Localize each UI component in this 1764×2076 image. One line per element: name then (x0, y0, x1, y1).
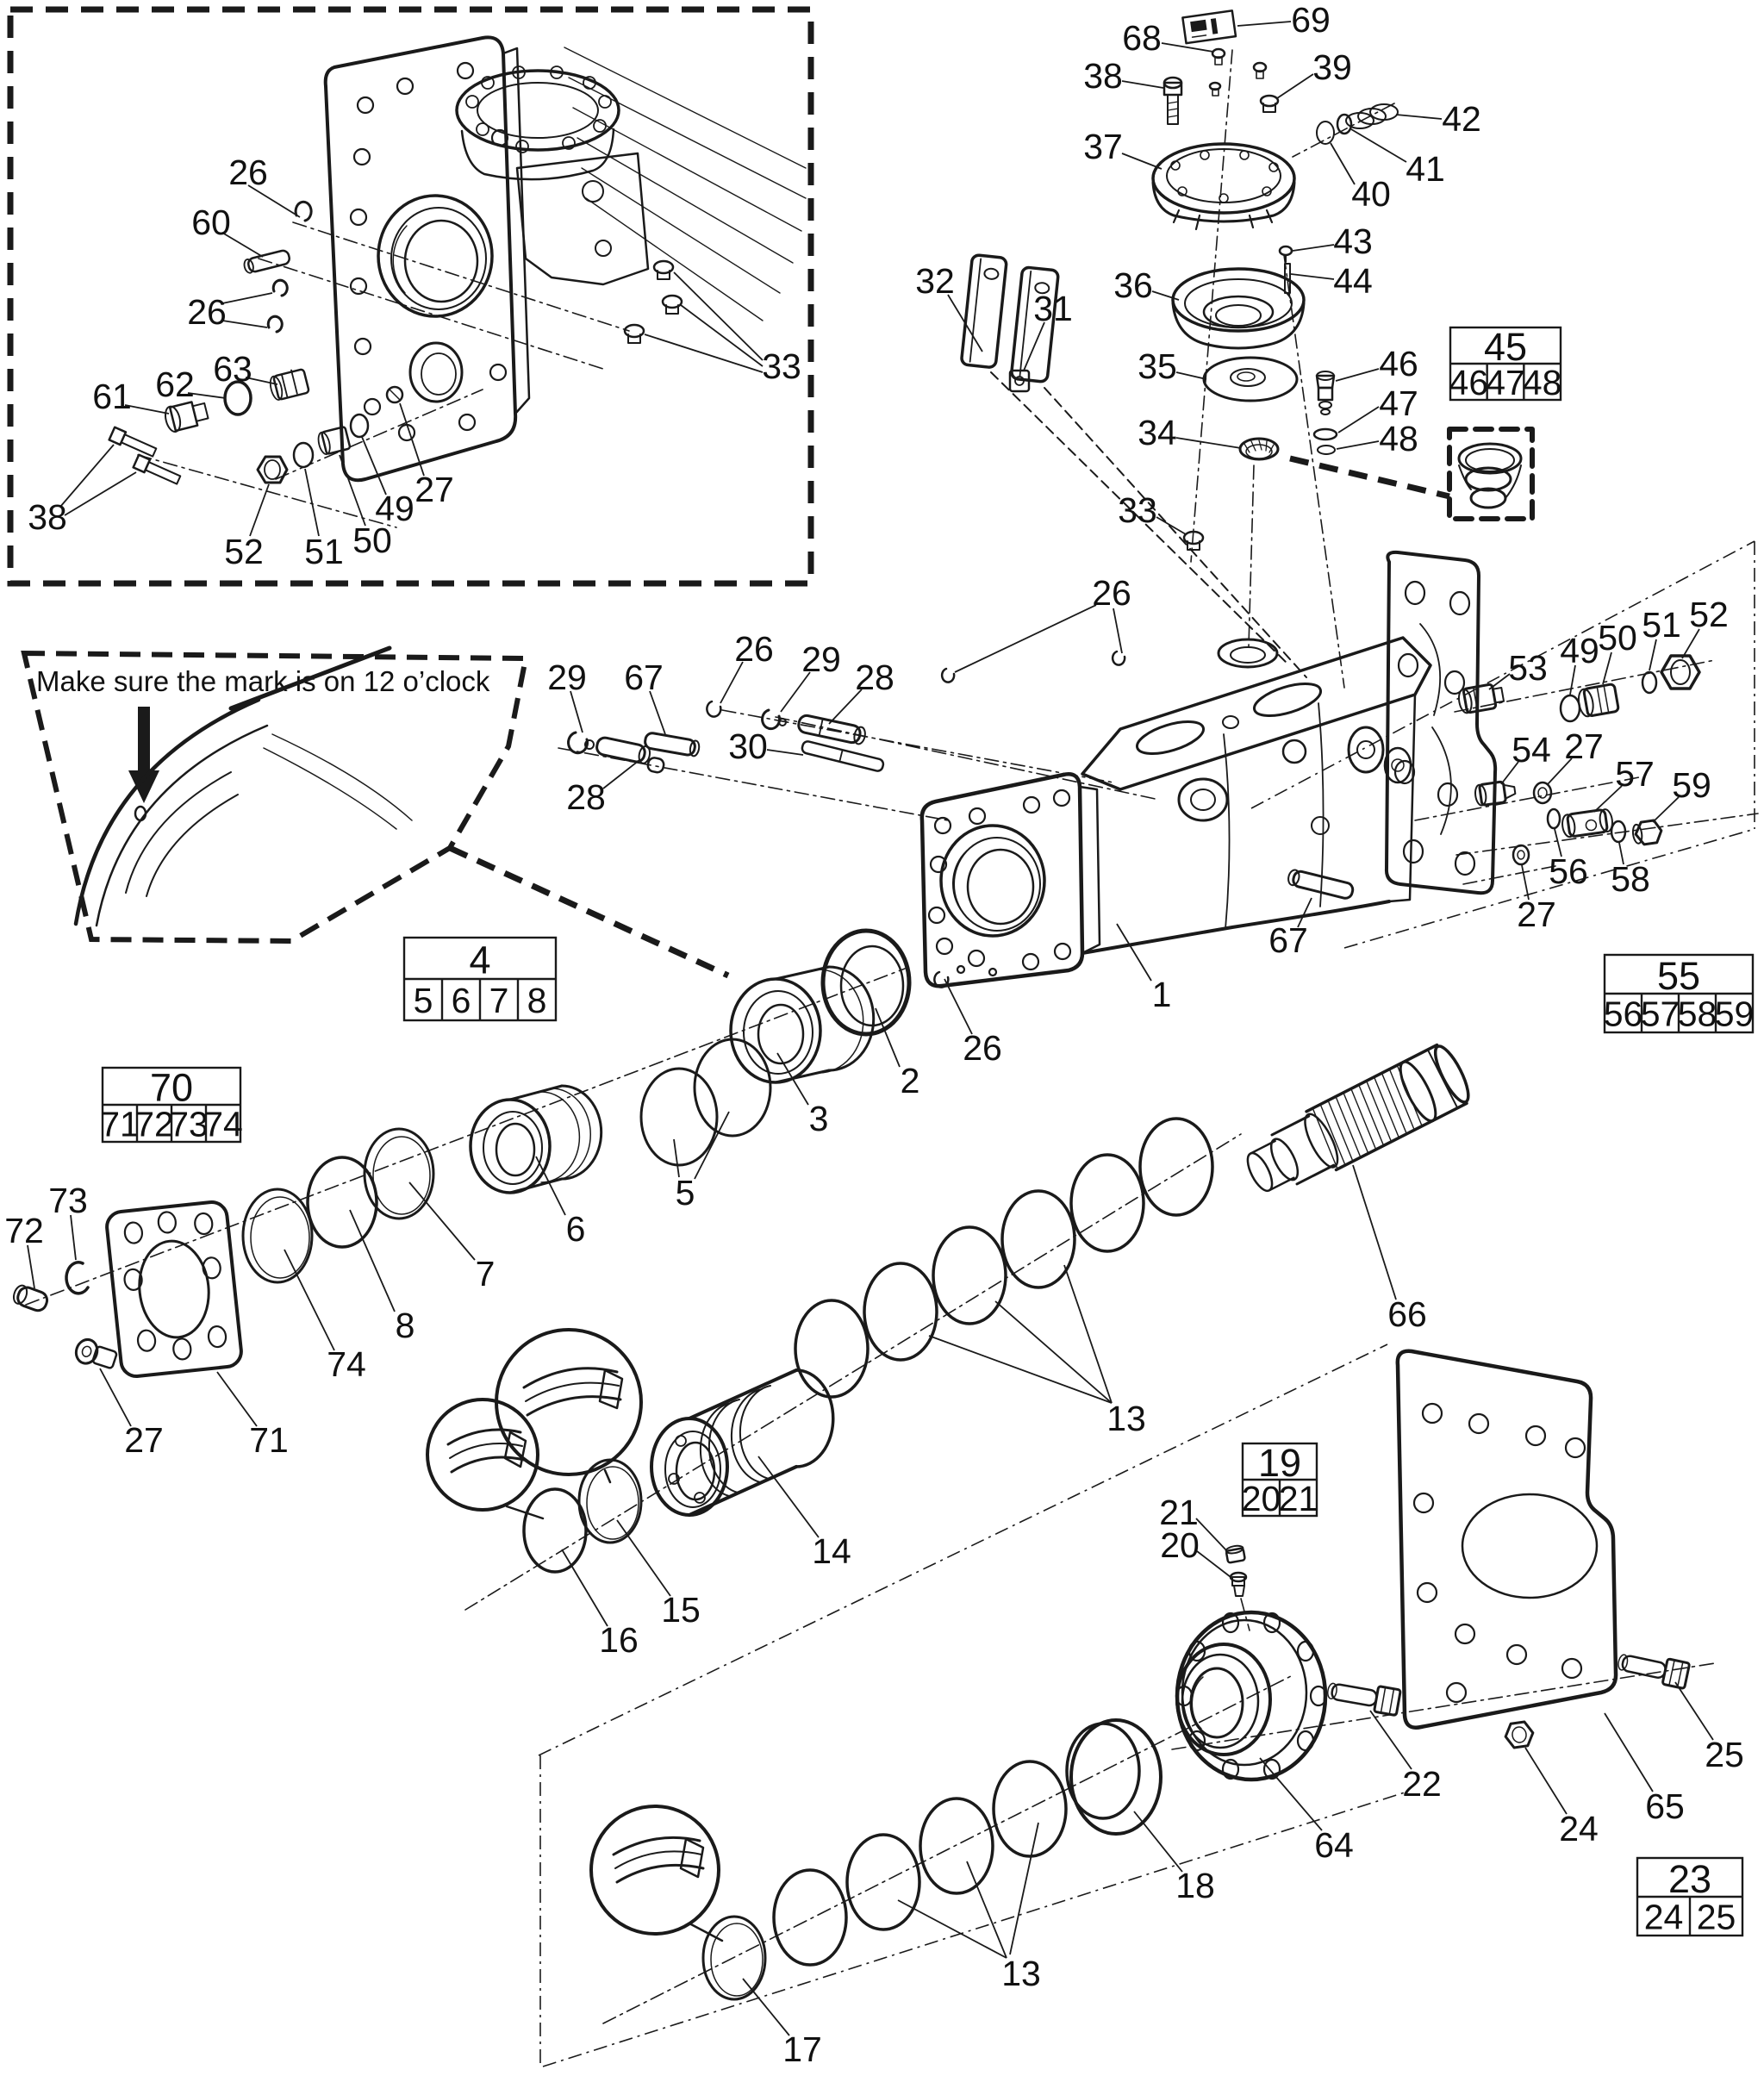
ref-table-23-cell-24: 24 (1643, 1897, 1684, 1937)
ref-table-19-header: 19 (1257, 1441, 1302, 1486)
callout-27: 27 (1564, 726, 1604, 766)
callout-36: 36 (1113, 265, 1153, 305)
callout-27: 27 (124, 1420, 164, 1460)
callout-28: 28 (566, 777, 606, 817)
callout-24: 24 (1559, 1809, 1599, 1848)
callout-42: 42 (1442, 99, 1481, 139)
ref-table-4-header: 4 (469, 938, 491, 982)
callout-67: 67 (1268, 920, 1308, 960)
callout-29: 29 (547, 658, 587, 697)
callout-44: 44 (1333, 261, 1373, 301)
callout-61: 61 (92, 377, 132, 416)
callout-25: 25 (1705, 1735, 1744, 1774)
callout-13: 13 (1001, 1954, 1041, 1993)
callout-46: 46 (1379, 344, 1418, 383)
callout-51: 51 (304, 532, 344, 571)
callout-16: 16 (599, 1620, 639, 1660)
callout-3: 3 (808, 1099, 829, 1138)
ref-table-70-cell-74: 74 (203, 1104, 243, 1144)
ref-table-55-cell-58: 58 (1677, 994, 1717, 1034)
callout-49: 49 (375, 489, 415, 528)
ref-table-4-cell-6: 6 (451, 980, 471, 1020)
callout-48: 48 (1379, 419, 1418, 458)
callout-68: 68 (1122, 18, 1162, 58)
ref-table-45-cell-47: 47 (1486, 362, 1525, 402)
callout-34: 34 (1138, 413, 1177, 452)
ref-table-4-cell-7: 7 (489, 980, 509, 1020)
callout-62: 62 (155, 365, 195, 404)
callout-2: 2 (900, 1061, 920, 1100)
ref-table-55-cell-57: 57 (1640, 994, 1680, 1034)
callout-47: 47 (1379, 383, 1418, 423)
ref-table-23-header: 23 (1667, 1856, 1712, 1901)
callout-66: 66 (1387, 1294, 1427, 1334)
callout-26: 26 (963, 1028, 1002, 1068)
ref-table-19-cell-21: 21 (1278, 1478, 1318, 1518)
callout-38: 38 (1083, 56, 1123, 96)
callout-26: 26 (734, 629, 774, 669)
callout-39: 39 (1312, 47, 1352, 87)
callout-53: 53 (1508, 648, 1548, 688)
callout-8: 8 (395, 1306, 415, 1345)
callout-73: 73 (48, 1181, 88, 1220)
callout-13: 13 (1106, 1399, 1146, 1438)
callout-72: 72 (4, 1211, 44, 1250)
ref-table-4-cell-5: 5 (413, 980, 433, 1020)
callout-50: 50 (352, 521, 392, 560)
callout-58: 58 (1611, 859, 1650, 899)
callout-26: 26 (228, 153, 268, 192)
callout-15: 15 (661, 1590, 701, 1630)
callout-51: 51 (1642, 605, 1681, 645)
callout-40: 40 (1351, 174, 1391, 214)
callout-32: 32 (915, 261, 955, 301)
ref-table-19-cell-20: 20 (1241, 1478, 1281, 1518)
callout-6: 6 (565, 1209, 586, 1249)
ref-table-70-header: 70 (149, 1065, 194, 1110)
callout-54: 54 (1512, 730, 1551, 770)
callout-26: 26 (187, 292, 227, 332)
callout-63: 63 (213, 349, 252, 389)
callout-33: 33 (762, 346, 801, 386)
callout-35: 35 (1138, 346, 1177, 386)
callout-38: 38 (28, 497, 67, 537)
callout-27: 27 (415, 470, 454, 509)
ref-table-70-cell-72: 72 (134, 1104, 174, 1144)
callout-52: 52 (1689, 595, 1729, 634)
callout-71: 71 (249, 1420, 289, 1460)
callout-31: 31 (1033, 289, 1073, 328)
callout-59: 59 (1672, 765, 1711, 805)
ref-table-45-cell-46: 46 (1449, 362, 1489, 402)
ref-table-4-cell-8: 8 (527, 980, 547, 1020)
callout-64: 64 (1314, 1825, 1354, 1865)
callout-50: 50 (1598, 618, 1637, 658)
callout-7: 7 (475, 1254, 496, 1294)
ref-table-55-header: 55 (1656, 953, 1701, 998)
ref-table-70-cell-73: 73 (169, 1104, 209, 1144)
ref-table-55-cell-59: 59 (1714, 994, 1755, 1034)
ref-table-55-cell-56: 56 (1603, 994, 1643, 1034)
callout-65: 65 (1645, 1786, 1685, 1826)
callout-5: 5 (675, 1173, 695, 1213)
callout-21: 21 (1159, 1493, 1199, 1532)
callout-29: 29 (801, 639, 841, 679)
callout-60: 60 (191, 203, 231, 242)
callout-49: 49 (1560, 631, 1599, 670)
callout-26: 26 (1092, 573, 1131, 613)
callout-14: 14 (812, 1531, 851, 1571)
ref-table-23-cell-25: 25 (1696, 1897, 1736, 1937)
callout-17: 17 (782, 2029, 822, 2069)
callout-22: 22 (1402, 1764, 1442, 1804)
callout-43: 43 (1333, 221, 1373, 261)
callout-74: 74 (327, 1344, 366, 1384)
callout-52: 52 (224, 532, 264, 571)
callout-57: 57 (1615, 754, 1655, 794)
callout-27: 27 (1517, 895, 1556, 934)
ref-table-45-cell-48: 48 (1522, 362, 1562, 402)
callout-37: 37 (1083, 127, 1123, 166)
callout-28: 28 (855, 658, 894, 697)
callout-41: 41 (1406, 149, 1445, 189)
callout-30: 30 (728, 726, 768, 766)
ref-table-45-header: 45 (1483, 325, 1528, 370)
ref-table-70-cell-71: 71 (100, 1104, 140, 1144)
callout-67: 67 (624, 658, 664, 697)
callout-20: 20 (1160, 1525, 1200, 1565)
callout-56: 56 (1549, 851, 1588, 891)
callout-1: 1 (1151, 975, 1172, 1014)
callout-33: 33 (1118, 490, 1157, 530)
callout-18: 18 (1175, 1866, 1215, 1905)
note-text: Make sure the mark is on 12 o’clock (36, 665, 490, 697)
callout-69: 69 (1291, 0, 1331, 40)
